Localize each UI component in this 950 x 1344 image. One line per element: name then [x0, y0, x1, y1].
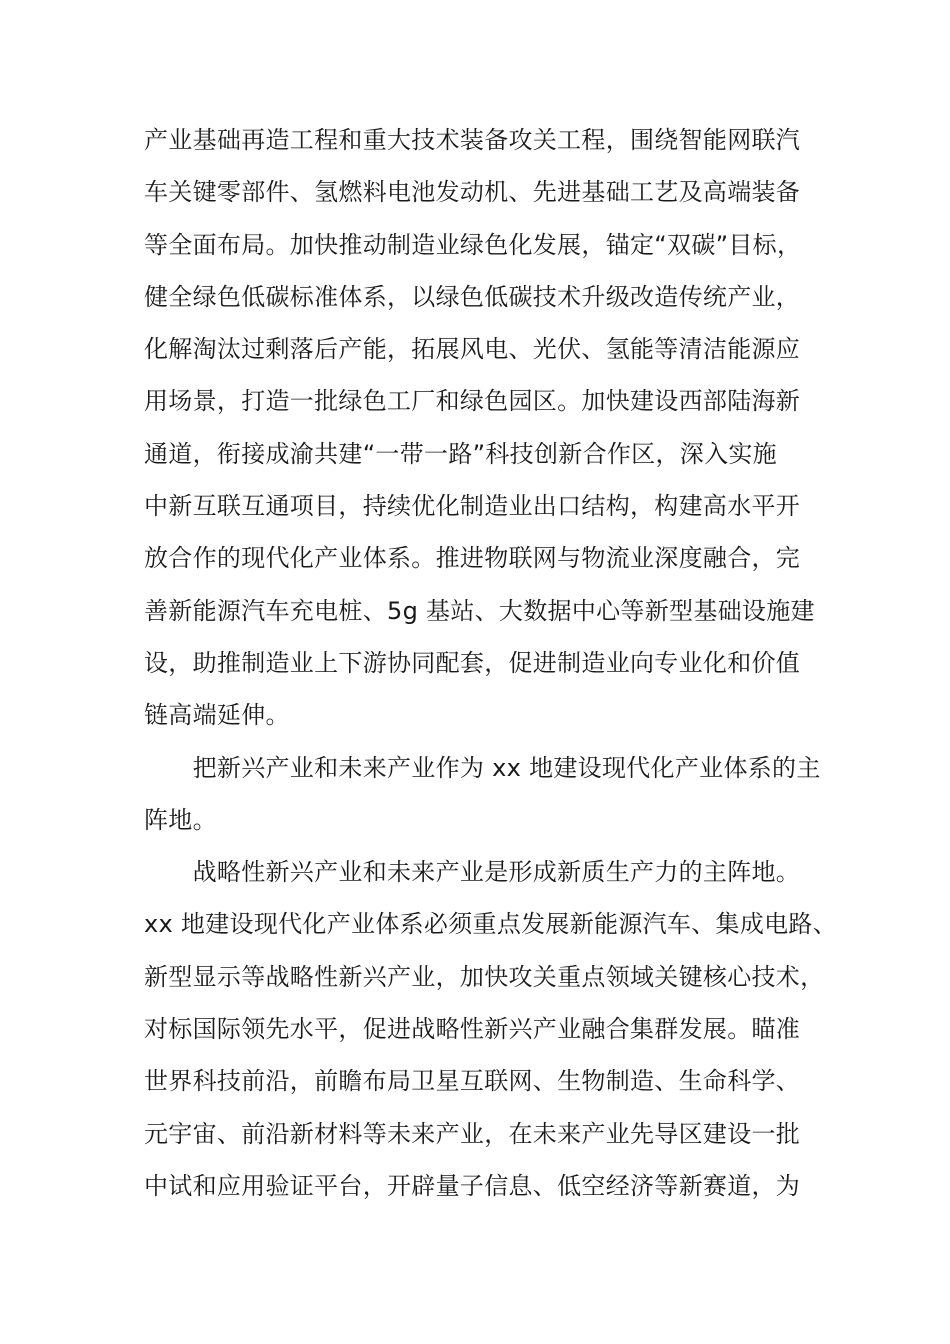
text-line: 中试和应用验证平台，开辟量子信息、低空经济等新赛道，为	[144, 1171, 801, 1200]
document-body	[144, 114, 838, 1212]
text-line: 产业基础再造工程和重大技术装备攻关工程，围绕智能网联汽	[144, 126, 801, 154]
text-line: xx 地建设现代化产业体系必须重点发展新能源汽车、集成电路、	[144, 910, 838, 939]
text-line: 对标国际领先水平，促进战略性新兴产业融合集群发展。瞄准	[144, 1015, 801, 1044]
text-line: 把新兴产业和未来产业作为 xx 地建设现代化产业体系的主	[144, 753, 821, 782]
text-line: 车关键零部件、氢燃料电池发动机、先进基础工艺及高端装备	[144, 178, 801, 207]
text-line: 阵地。	[144, 805, 217, 834]
text-line: 健全绿色低碳标准体系，以绿色低碳技术升级改造传统产业，	[144, 282, 801, 311]
text-line: 世界科技前沿，前瞻布局卫星互联网、生物制造、生命科学、	[144, 1067, 801, 1096]
text-line: 元宇宙、前沿新材料等未来产业，在未来产业先导区建设一批	[144, 1119, 801, 1148]
text-line: 链高端延伸。	[144, 701, 290, 730]
text-line: 化解淘汰过剩落后产能，拓展风电、光伏、氢能等清洁能源应	[144, 335, 801, 364]
text-line: 设，助推制造业上下游协同配套，促进制造业向专业化和价值	[144, 648, 801, 677]
paragraph-2-heading	[144, 742, 820, 847]
text-line: 中新互联互通项目，持续优化制造业出口结构，构建高水平开	[144, 492, 801, 521]
text-line: 等全面布局。加快推动制造业绿色化发展，锚定“双碳”目标，	[144, 230, 802, 259]
paragraph-3	[144, 846, 838, 1212]
text-line: 战略性新兴产业和未来产业是形成新质生产力的主阵地。	[144, 858, 801, 887]
text-line: 善新能源汽车充电桩、5g 基站、大数据中心等新型基础设施建	[144, 596, 815, 625]
paragraph-1	[144, 114, 820, 742]
text-line: 用场景，打造一批绿色工厂和绿色园区。加快建设西部陆海新	[144, 387, 801, 416]
text-line: 通道，衔接成渝共建“一带一路”科技创新合作区，深入实施	[144, 439, 777, 468]
text-line: 新型显示等战略性新兴产业，加快攻关重点领域关键核心技术，	[144, 962, 825, 991]
text-line: 放合作的现代化产业体系。推进物联网与物流业深度融合，完	[144, 544, 801, 573]
